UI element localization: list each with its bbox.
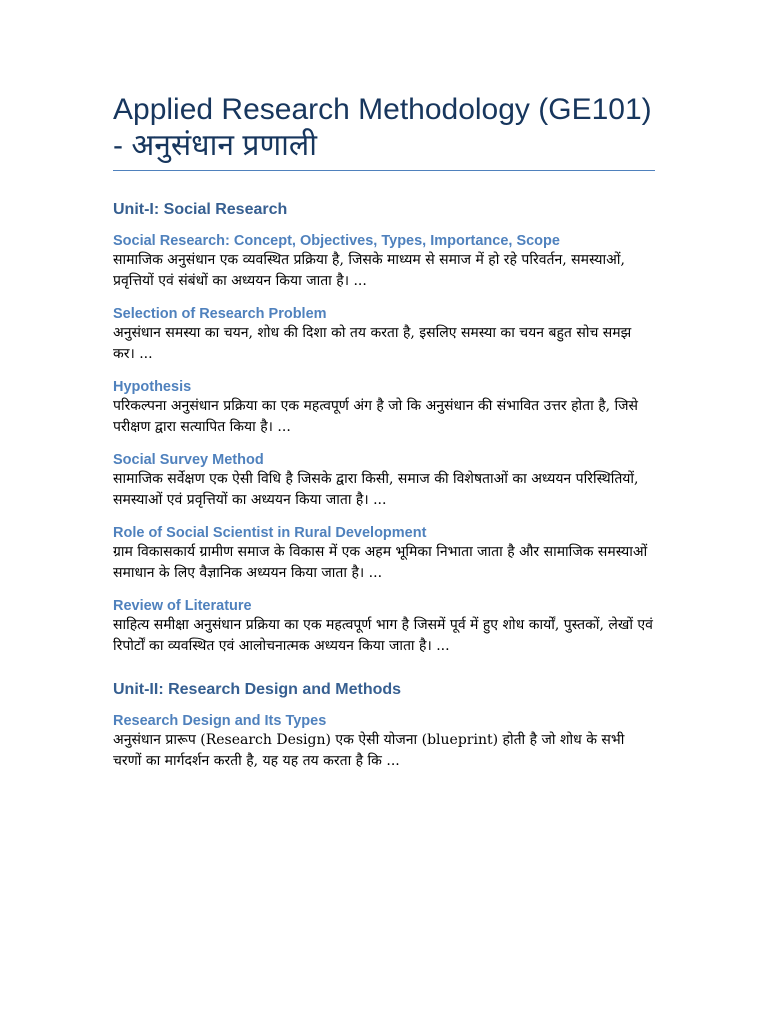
document-title: Applied Research Methodology (GE101) - अनुसंधान प्रणाली bbox=[113, 93, 652, 162]
document-section bbox=[113, 233, 655, 292]
unit-heading: Unit-I: Social Research bbox=[113, 201, 288, 218]
section-heading: Hypothesis bbox=[113, 379, 192, 395]
document-section bbox=[113, 598, 655, 657]
section-body: अनुसंधान प्रारूप (Research Design) एक ऐसी योजना (blueprint) होती है जो शोध के सभी चरणों का मार्गदर्शन करती है, यह यह तय करता है कि ... bbox=[113, 732, 625, 769]
document-section bbox=[113, 452, 655, 511]
section-body: साहित्य समीक्षा अनुसंधान प्रक्रिया का एक महत्वपूर्ण भाग है जिसमें पूर्व में हुए शोध कार्यों, पुस्तकों, लेखों एवं रिपोर्टों का व्यवस्थित एवं आलोचनात्मक अध्ययन किया जाता है। ... bbox=[113, 617, 653, 654]
unit-heading: Unit-II: Research Design and Methods bbox=[113, 681, 402, 698]
document-section bbox=[113, 713, 655, 772]
section-body: सामाजिक सर्वेक्षण एक ऐसी विधि है जिसके द्वारा किसी, समाज की विशेषताओं का अध्ययन परिस्थितियों, समस्याओं एवं प्रवृत्तियों का अध्ययन किया जाता है। ... bbox=[113, 471, 639, 508]
section-body: परिकल्पना अनुसंधान प्रक्रिया का एक महत्वपूर्ण अंग है जो कि अनुसंधान की संभावित उत्तर होता है, जिसे परीक्षण द्वारा सत्यापित किया है। ... bbox=[113, 398, 639, 435]
document-section bbox=[113, 306, 655, 365]
unit-block bbox=[113, 681, 655, 772]
section-heading: Research Design and Its Types bbox=[113, 713, 327, 729]
section-body: सामाजिक अनुसंधान एक व्यवस्थित प्रक्रिया है, जिसके माध्यम से समाज में हो रहे परिवर्तन, समस्याओं, प्रवृत्तियों एवं संबंधों का अध्ययन किया जाता है। ... bbox=[113, 252, 625, 289]
section-heading: Review of Literature bbox=[113, 598, 252, 614]
section-body: ग्राम विकासकार्य ग्रामीण समाज के विकास में एक अहम भूमिका निभाता जाता है और सामाजिक समस्याओं समाधान के लिए वैज्ञानिक अध्ययन किया जाता है। ... bbox=[113, 544, 648, 581]
section-body: अनुसंधान समस्या का चयन, शोध की दिशा को तय करता है, इसलिए समस्या का चयन बहुत सोच समझ कर। ... bbox=[113, 325, 632, 362]
document-section bbox=[113, 525, 655, 584]
section-heading: Social Survey Method bbox=[113, 452, 264, 468]
section-heading: Selection of Research Problem bbox=[113, 306, 327, 322]
section-heading: Social Research: Concept, Objectives, Types, Importance, Scope bbox=[113, 233, 560, 249]
unit-block bbox=[113, 201, 655, 657]
title-underline bbox=[113, 170, 655, 171]
section-heading: Role of Social Scientist in Rural Development bbox=[113, 525, 427, 541]
document-section bbox=[113, 379, 655, 438]
